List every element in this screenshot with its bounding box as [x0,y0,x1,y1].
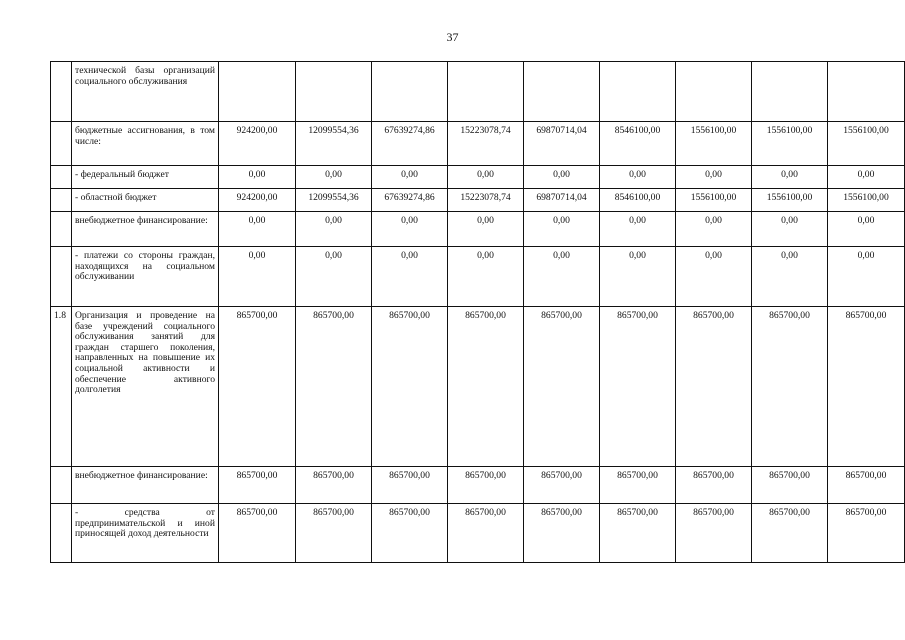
row-description-cell: бюджетные ассигнования, в том числе: [72,122,219,166]
value-cell: 865700,00 [600,504,676,563]
value-cell: 0,00 [676,212,752,247]
value-cell: 865700,00 [296,307,372,467]
value-cell: 0,00 [296,212,372,247]
value-cell: 0,00 [219,212,296,247]
value-cell: 865700,00 [600,307,676,467]
value-cell: 865700,00 [372,467,448,504]
row-description-cell: - областной бюджет [72,189,219,212]
value-cell: 0,00 [524,212,600,247]
value-cell: 924200,00 [219,189,296,212]
value-cell [296,62,372,122]
budget-table [50,61,905,563]
value-cell: 865700,00 [448,504,524,563]
value-cell [676,62,752,122]
value-cell: 865700,00 [219,504,296,563]
value-cell: 865700,00 [676,307,752,467]
value-cell: 0,00 [752,166,828,189]
value-cell: 865700,00 [676,504,752,563]
value-cell: 0,00 [828,212,905,247]
value-cell: 0,00 [296,166,372,189]
value-cell [448,62,524,122]
table-row [51,247,905,307]
value-cell: 1556100,00 [752,122,828,166]
value-cell: 0,00 [828,166,905,189]
table-row [51,504,905,563]
row-description-cell: внебюджетное финансирование: [72,467,219,504]
value-cell: 865700,00 [828,504,905,563]
value-cell: 0,00 [219,166,296,189]
row-number-cell [51,467,72,504]
row-description-cell: технической базы организаций социального обслуживания [72,62,219,122]
value-cell: 12099554,36 [296,122,372,166]
value-cell: 1556100,00 [676,122,752,166]
value-cell: 865700,00 [219,307,296,467]
value-cell: 8546100,00 [600,189,676,212]
value-cell: 69870714,04 [524,122,600,166]
value-cell: 0,00 [600,166,676,189]
value-cell: 865700,00 [676,467,752,504]
row-number-cell [51,504,72,563]
row-description-cell: внебюджетное финансирование: [72,212,219,247]
value-cell: 865700,00 [296,467,372,504]
value-cell: 69870714,04 [524,189,600,212]
table-row [51,189,905,212]
value-cell [219,62,296,122]
row-number-cell [51,212,72,247]
value-cell: 865700,00 [372,504,448,563]
value-cell: 1556100,00 [828,189,905,212]
table-row [51,467,905,504]
value-cell: 0,00 [372,212,448,247]
value-cell: 15223078,74 [448,122,524,166]
value-cell: 865700,00 [752,504,828,563]
value-cell: 865700,00 [828,307,905,467]
value-cell: 0,00 [372,247,448,307]
value-cell: 0,00 [448,166,524,189]
value-cell: 0,00 [752,247,828,307]
value-cell: 67639274,86 [372,122,448,166]
value-cell: 865700,00 [828,467,905,504]
value-cell: 0,00 [524,166,600,189]
value-cell [752,62,828,122]
value-cell: 924200,00 [219,122,296,166]
value-cell: 865700,00 [752,307,828,467]
value-cell: 1556100,00 [676,189,752,212]
value-cell: 0,00 [372,166,448,189]
value-cell: 865700,00 [219,467,296,504]
row-description-cell: - федеральный бюджет [72,166,219,189]
value-cell: 0,00 [296,247,372,307]
value-cell: 0,00 [219,247,296,307]
row-description-cell: Организация и проведение на базе учреждений социального обслуживания занятий для граждан старшего поколения, направленных на повышение их социальной активности и обеспечение активного долголетия [72,307,219,467]
value-cell: 0,00 [828,247,905,307]
value-cell [372,62,448,122]
value-cell: 865700,00 [372,307,448,467]
value-cell: 865700,00 [600,467,676,504]
table-row [51,212,905,247]
row-description-cell: - средства от предпринимательской и иной приносящей доход деятельности [72,504,219,563]
value-cell: 15223078,74 [448,189,524,212]
value-cell: 865700,00 [524,467,600,504]
table-row [51,307,905,467]
value-cell: 0,00 [448,247,524,307]
row-description-cell: - платежи со стороны граждан, находящихся на социальном обслуживании [72,247,219,307]
value-cell: 1556100,00 [752,189,828,212]
value-cell: 1556100,00 [828,122,905,166]
row-number-cell [51,247,72,307]
value-cell [828,62,905,122]
value-cell: 865700,00 [524,307,600,467]
value-cell [600,62,676,122]
row-number-cell [51,166,72,189]
value-cell: 865700,00 [524,504,600,563]
row-number-cell [51,122,72,166]
value-cell: 0,00 [752,212,828,247]
value-cell: 0,00 [676,166,752,189]
value-cell [524,62,600,122]
row-number-cell [51,189,72,212]
table-row [51,166,905,189]
value-cell: 0,00 [600,247,676,307]
row-number-cell: 1.8 [51,307,72,467]
row-number-cell [51,62,72,122]
value-cell: 865700,00 [296,504,372,563]
value-cell: 865700,00 [448,467,524,504]
page-number: 37 [446,30,459,44]
value-cell: 8546100,00 [600,122,676,166]
value-cell: 67639274,86 [372,189,448,212]
table-row [51,62,905,122]
value-cell: 865700,00 [448,307,524,467]
value-cell: 0,00 [676,247,752,307]
value-cell: 865700,00 [752,467,828,504]
value-cell: 0,00 [448,212,524,247]
value-cell: 0,00 [600,212,676,247]
table-row [51,122,905,166]
value-cell: 12099554,36 [296,189,372,212]
value-cell: 0,00 [524,247,600,307]
